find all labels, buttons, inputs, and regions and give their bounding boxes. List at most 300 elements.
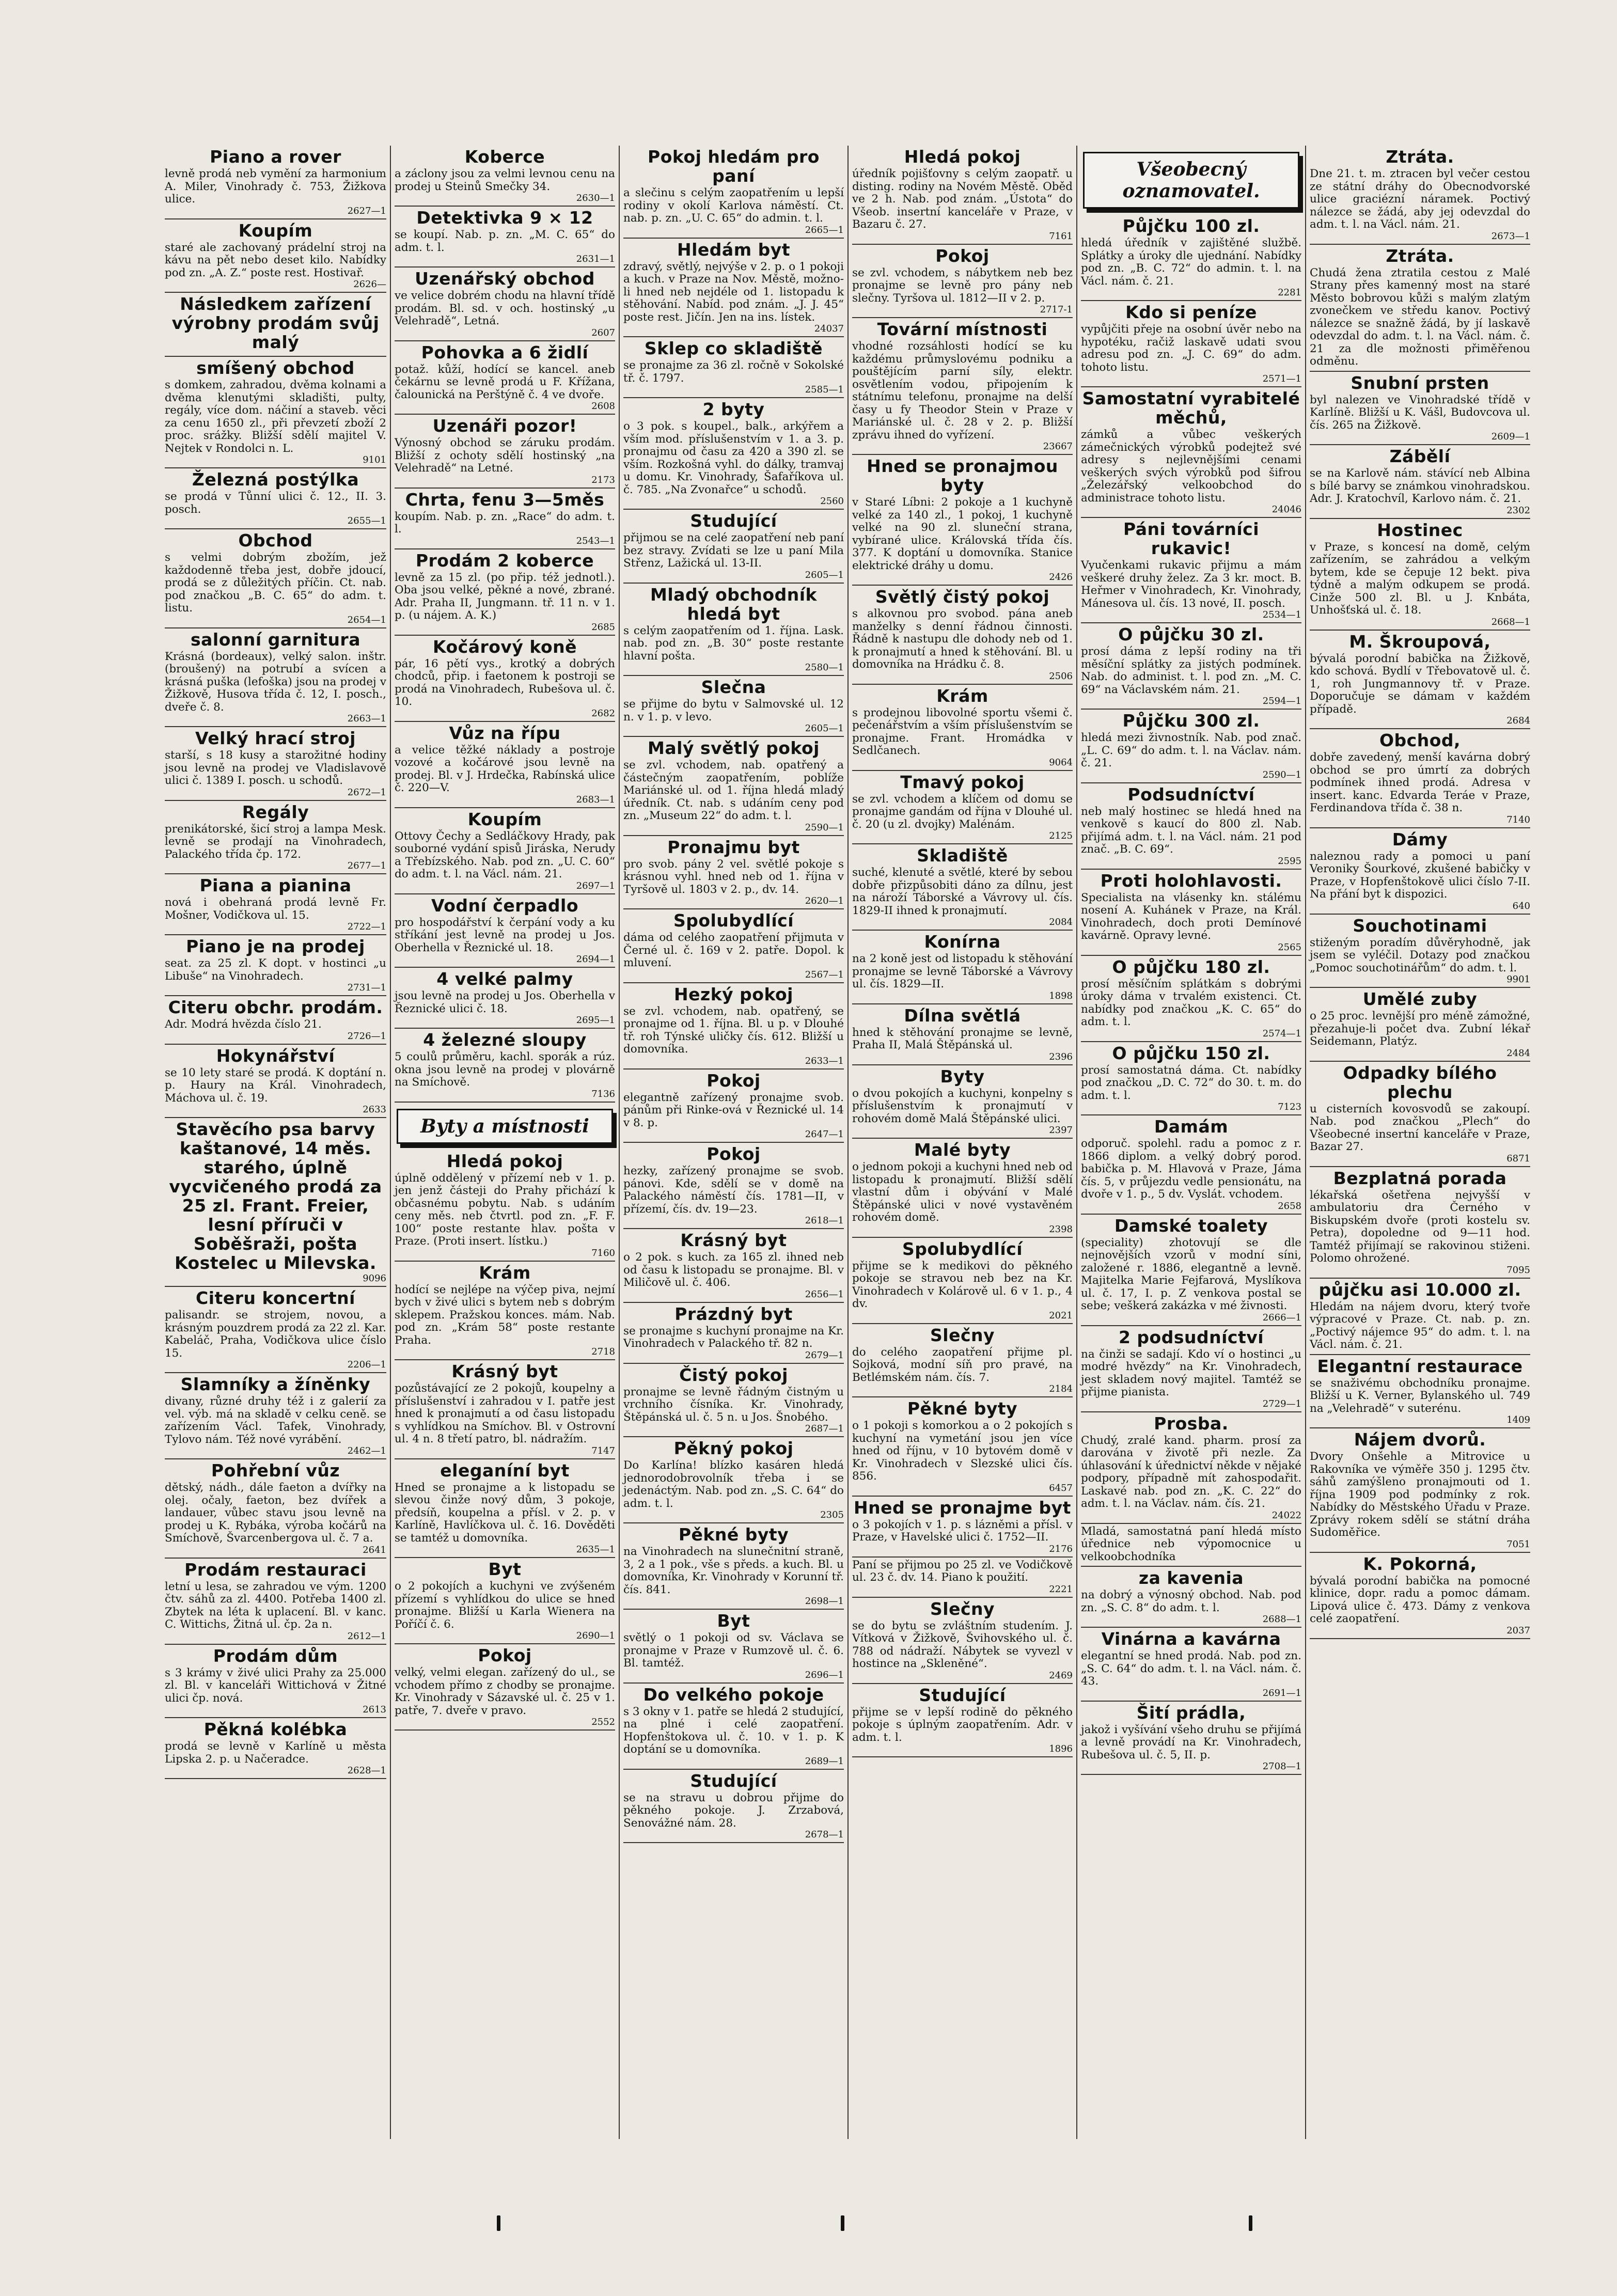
ad-number: 2543—1: [576, 535, 615, 546]
ad-heading: Mladý obchodník hledá byt: [650, 584, 817, 624]
ad-heading: Kdo si peníze: [1125, 302, 1257, 322]
ad-heading: Obchod,: [1379, 730, 1461, 750]
edge-mark: [1249, 2215, 1252, 2231]
ad-body: s celým zaopatřením od 1. října. Lask. nab. pod zn. „B. 30“ poste restante hlavní pošta.: [623, 624, 844, 663]
ad-body: prosí dáma z lepší rodiny na tři měsíční splátky za jistých podmínek. Nab. do administ. t. l. pod zn. „M. C. 69“ na Václavském nám. 21.: [1081, 645, 1301, 696]
classified-ad: [395, 968, 615, 1029]
ad-heading: Malé byty: [914, 1140, 1011, 1160]
column-3: [619, 146, 847, 2139]
ad-heading: za kavenia: [1138, 1568, 1244, 1588]
ad-heading: Dámy: [1392, 829, 1448, 850]
ad-heading: 2 byty: [702, 399, 765, 419]
classified-ad: [623, 1610, 844, 1684]
classified-ad: [623, 1523, 844, 1610]
ad-body: Krásná (bordeaux), velký salon. inštr. (broušený) na potrubí a svícen a krásná puška (lefoška) jsou na prodej v Žižkově, Husova třída č. 12, I. posch., dveře č. 8.: [165, 650, 386, 714]
ad-body: bývalá porodní babička na pomocné klinice, dopr. radu a pomoc dámam. Lipová ulice č. 473. Dámy z venkova celé zaopatření.: [1310, 1574, 1530, 1625]
ad-body: pro hospodářství k čerpání vody a ku stříkání jest levně na prodej u Jos. Oberhella v Řeznické ul. 18.: [395, 916, 615, 954]
classified-ad: [395, 1360, 615, 1459]
ad-body: se zvl. vchodem, nab. opatřený a částečným zaopatřením, poblíže Mariánské ul. od 1. října hledá mladý úředník. Ct. nab. s udáním ceny pod zn. „Museum 22“ do adm. t. l.: [623, 759, 844, 822]
classified-ad: [852, 1598, 1073, 1684]
classified-ad: [395, 1644, 615, 1731]
ad-body: o 3 pokojích v 1. p. s lázněmi a přísl. v Praze, v Havelské ulici č. 1752—II.: [852, 1518, 1073, 1544]
ad-number: 9101: [363, 454, 386, 465]
ad-heading: O půjčku 180 zl.: [1112, 956, 1270, 977]
ad-number: 2396: [1049, 1051, 1073, 1062]
ad-body: Dne 21. t. m. ztracen byl večer cestou ze státní dráhy do Obecnodvorské ulice graciézní náramek. Poctivý nálezce se žádá, aby jej odevzdal do adm. t. l. na Václ. nám. 21.: [1310, 167, 1530, 231]
ad-heading: Bezplatná porada: [1333, 1168, 1507, 1188]
classified-ad: [852, 1324, 1073, 1398]
classified-ad: [1081, 956, 1301, 1042]
ad-heading: Studující: [690, 511, 777, 531]
ad-number: 2691—1: [1262, 1687, 1301, 1699]
ad-body: Chudý, zralé kand. pharm. prosí za darována v životě při nezle. Za úhlasování k úřednictví někde v nějaké podpory, případně mít zahospodařit. Laskavé nab. pod zn. „K. C. 22“ do adm. t. l. na Václav. nám. čís. 21.: [1081, 1434, 1301, 1510]
ad-number: 2574—1: [1262, 1028, 1301, 1039]
classified-ad: [852, 1558, 1073, 1598]
ad-number: 2708—1: [1262, 1761, 1301, 1772]
ad-body: starší, s 18 kusy a starožitné hodiny jsou levně na prodej ve Vladislavově ulici č. 1389 I. posch. u schodů.: [165, 749, 386, 787]
section-heading: [1083, 152, 1299, 209]
classified-ad: [852, 1497, 1073, 1558]
ad-number: 1898: [1049, 990, 1073, 1001]
ad-number: 2731—1: [347, 982, 386, 993]
ad-body: (speciality) zhotovují se dle nejnovějších vzorů v modní síni, založené r. 1886, elegantně a levně. Majitelka Marie Fejfarová, Myslíkova ul. č. 17, I. p. Z venkova postal se sebe; veškerá zakázka v mé živnosti.: [1081, 1236, 1301, 1312]
ad-heading: Pokoj: [707, 1144, 761, 1164]
ad-heading: Páni továrníci rukavic!: [1123, 519, 1260, 558]
ad-body: světlý o 1 pokoji od sv. Václava se pronajme v Praze v Rumzově ul. č. 6. Bl. tamtéž.: [623, 1631, 844, 1670]
ad-body: přijme se k medikovi do pěkného pokoje se stravou neb bez na Kr. Vinohradech v Kolárově ul. 6 v 1. p., 4 dv.: [852, 1259, 1073, 1310]
ad-body: se pronajme s kuchyní pronajme na Kr. Vinohradech v Palackého tř. 82 n.: [623, 1324, 844, 1350]
classified-ad: [165, 874, 386, 935]
ad-heading: Následkem zařízení výrobny prodám svůj malý: [171, 294, 380, 352]
ad-body: se do bytu se zvláštním studením. J. Vítková v Žižkově, Švihovského ul. č. 788 od nádraží. Nábytek se vyvezl v hostince na „Skleněné“.: [852, 1619, 1073, 1670]
ad-number: 2484: [1506, 1047, 1530, 1059]
ad-heading: Slečny: [930, 1598, 995, 1619]
ad-body: se 10 lety staré se prodá. K doptání n. p. Haury na Král. Vinohradech, Máchova ul. č. 19.: [165, 1066, 386, 1105]
ad-body: dobře zavedený, menší kavárna dobrý obchod se pro úmrtí za dobrých podmínek ihned prodá. Adresa v insert. kanc. Edvarda Teráe v Praze, Ferdinandova třída č. 38 n.: [1310, 751, 1530, 814]
classified-ad: [1310, 372, 1530, 446]
column-2: [390, 146, 619, 2139]
ad-body: seat. za 25 zl. K dopt. v hostinci „u Libuše“ na Vinohradech.: [165, 957, 386, 983]
ad-number: 7095: [1506, 1264, 1530, 1276]
ad-number: 24046: [1271, 504, 1301, 515]
ad-number: 2722—1: [347, 921, 386, 932]
ad-number: 2677—1: [347, 860, 386, 871]
classified-ad: [165, 727, 386, 801]
classified-ad: [1310, 519, 1530, 631]
ad-heading: Ztráta.: [1386, 245, 1454, 266]
ad-number: 2567—1: [805, 969, 844, 980]
classified-ad: [165, 801, 386, 875]
ad-body: hledá mezi živnostník. Nab. pod znač. „L. C. 69“ do adm. t. l. na Václav. nám. č. 21.: [1081, 731, 1301, 769]
ad-heading: Půjčku 100 zl.: [1122, 216, 1260, 236]
classified-ad: [1081, 1326, 1301, 1412]
classified-ad: [852, 318, 1073, 455]
classified-ad: [852, 1238, 1073, 1324]
ad-body: Mladá, samostatná paní hledá místo úřednice neb výpomocnice u velkoobchodníka: [1081, 1524, 1301, 1563]
ad-body: Specialista na vlásenky kn. stálému nosení A. Kuhánek v Praze, na Král. Vinohradech, doch proti Demínové kavárně. Opravy levné.: [1081, 891, 1301, 942]
classified-ad: [623, 1070, 844, 1143]
classified-ad: [395, 207, 615, 268]
ad-body: vhodné rozsáhlosti hodící se ku každému průmyslovému podniku a pouštějícím parní síly, elektr. osvětlením vodou, připojením k státnímu telefonu, pronajme na delší časy u fy Theodor Stein v Praze v Mariánské ul. č. 28 v 2. p. Bližší zprávu ihned do vyřízení.: [852, 340, 1073, 442]
ad-number: 2666—1: [1262, 1312, 1301, 1323]
classified-ad: [395, 722, 615, 808]
classified-ad: [1081, 1215, 1301, 1326]
ad-heading: Chrta, fenu 3—5měs: [405, 489, 605, 510]
classified-ad: [1310, 631, 1530, 730]
ad-body: do celého zaopatření přijme pl. Sojková, modní síň pro pravé, na Betlémském nám. čís. 7.: [852, 1345, 1073, 1384]
classified-ad: [1081, 387, 1301, 518]
ad-number: 2534—1: [1262, 609, 1301, 620]
ad-body: Vyučenkami rukavic přijmu a mám veškeré druhy želez. Za 3 kr. moct. B. Heřmer v Vinohradech, Kr. Vinohrady, Mánesova ul. čís. 13 nové, II. posch.: [1081, 559, 1301, 610]
ad-number: 7051: [1506, 1538, 1530, 1550]
ad-heading: Damské toalety: [1114, 1215, 1268, 1236]
ad-heading: Vinárna a kavárna: [1101, 1629, 1281, 1649]
classified-ad: [1081, 623, 1301, 710]
ad-number: 2673—1: [1491, 230, 1530, 242]
ad-heading: Sklep co skladiště: [644, 338, 823, 358]
ad-body: bývalá porodní babička na Žižkově, kdo schová. Bydlí v Třebovatově ul. č. 1, roh Jungmannovy tř. v Praze. Doporučuje se dámam v každém případě.: [1310, 652, 1530, 716]
ad-heading: Malý světlý pokoj: [648, 738, 820, 758]
ad-heading: Byt: [717, 1611, 750, 1631]
ad-heading: Krásný byt: [451, 1361, 558, 1381]
classified-ad: [852, 1004, 1073, 1065]
ad-number: 2302: [1506, 505, 1530, 516]
ad-body: na 2 koně jest od listopadu k stěhování pronajme se levně Táborské a Vávrovy ul. čís. 1829—II.: [852, 952, 1073, 990]
classified-ad: [1081, 1042, 1301, 1116]
classified-ad: [852, 586, 1073, 685]
ad-number: 2590—1: [805, 822, 844, 833]
classified-ad: [623, 1770, 844, 1844]
ad-number: 2176: [1049, 1543, 1073, 1554]
ad-number: 2560: [820, 496, 844, 507]
ad-body: hezky, zařízený pronajme se svob. pánovi. Kde, sdělí se v domě na Palackého náměstí čís. 1781—II, v přízemí, čís. dv. 19—23.: [623, 1165, 844, 1216]
ad-heading: Prodám dům: [213, 1645, 338, 1666]
ad-heading: Obchod: [238, 530, 313, 551]
ad-heading: Piano a rover: [210, 147, 341, 167]
ad-heading: 4 velké palmy: [436, 969, 573, 989]
classified-ad: [1310, 146, 1530, 245]
classified-ad: [1310, 1428, 1530, 1553]
ad-number: 7140: [1506, 814, 1530, 825]
ad-heading: Krám: [936, 685, 988, 706]
classified-ad: [852, 1065, 1073, 1139]
ad-heading: Pronajmu byt: [667, 837, 800, 857]
ad-heading: Hostinec: [1377, 520, 1463, 540]
ad-body: nová i obehraná prodá levně Fr. Mošner, Vodičkova ul. 15.: [165, 896, 386, 922]
ad-body: hodící se nejlépe na výčep piva, nejmí bych v živé ulici s bytem neb s dobrým sklepem. Pražskou konces. mám. Nab. pod zn. „Krám 58“ poste restante Praha.: [395, 1283, 615, 1347]
ad-number: 2607: [591, 327, 615, 338]
ad-number: 2608: [591, 401, 615, 412]
classified-ad: [1310, 1355, 1530, 1429]
ad-heading: 4 železné sloupy: [423, 1030, 587, 1050]
classified-ad: [165, 529, 386, 628]
ad-body: pozůstávající ze 2 pokojů, koupelny a příslušenství i zahradou v I. patře jest hned k pronajmutí a od času listopadu s vyhlídkou na Smíchov. Bl. v Ostrovní ul. 4 n. 8 třetí patro, bl. nádražím.: [395, 1382, 615, 1445]
ad-body: vypůjčiti přeje na osobní úvěr nebo na hypotéku, račiž laskavě udati svou adresu pod zn. „J. C. 69“ do adm. tohoto listu.: [1081, 323, 1301, 374]
ad-heading: Prodám restauraci: [184, 1559, 367, 1580]
ad-heading: Hned se pronajmou byty: [867, 456, 1058, 495]
ad-heading: Pokoj: [478, 1645, 532, 1665]
classified-ad: [165, 1459, 386, 1559]
ad-body: o jednom pokoji a kuchyni hned neb od listopadu k pronajmutí. Bližší sdělí vlastní dům i obývání v Malé Štěpánské ulici v nové vystavěném rohovém domě.: [852, 1160, 1073, 1224]
classified-ad: [623, 676, 844, 737]
classified-ad: [623, 737, 844, 836]
classified-ad: [395, 1262, 615, 1361]
ad-number: 2612—1: [347, 1630, 386, 1642]
ad-number: 2571—1: [1262, 373, 1301, 384]
ad-number: 2668—1: [1491, 616, 1530, 627]
ad-heading: Půjčku 300 zl.: [1122, 711, 1260, 731]
ad-heading: Železná postýlka: [192, 469, 359, 490]
ad-number: 2697—1: [576, 880, 615, 891]
ad-number: 6457: [1049, 1482, 1073, 1493]
ad-body: s 3 okny v 1. patře se hledá 2 studující, na plné i celé zaopatření. Hopfenštokova ul. č. 10. v 1. p. K doptání se u domovníka.: [623, 1705, 844, 1756]
ad-heading: Detektivka 9 × 12: [416, 208, 593, 228]
classified-ad: [852, 1139, 1073, 1238]
ad-number: 2641: [363, 1544, 386, 1555]
ad-number: 2462—1: [347, 1445, 386, 1456]
ad-heading: Podsudníctví: [1127, 784, 1255, 805]
ad-body: s prodejnou libovolné sportu všemi č. pečenářstvím a vším příslušenstvím se pronajme. Frant. Hromádka v Sedlčanech.: [852, 706, 1073, 757]
classified-ad: [852, 245, 1073, 319]
ad-body: elegantně zařízený pronajme svob. pánům při Rinke-ová v Řeznické ul. 14 v 8. p.: [623, 1091, 844, 1129]
ad-heading: Proti holohlavosti.: [1100, 870, 1282, 891]
ad-number: 2663—1: [347, 713, 386, 724]
ad-number: 2305: [820, 1509, 844, 1520]
ad-body: elegantní se hned prodá. Nab. pod zn. „S. C. 64“ do adm. t. l. na Václ. nám. č. 43.: [1081, 1649, 1301, 1688]
ad-number: 2631—1: [576, 254, 615, 264]
ad-heading: Hned se pronajme byt: [854, 1497, 1071, 1518]
ad-heading: Pohovka a 6 židlí: [421, 342, 589, 363]
ad-number: 2398: [1049, 1223, 1073, 1235]
page-edge-marks: [0, 2215, 1617, 2246]
ad-heading: Tmavý pokoj: [900, 772, 1025, 792]
classified-ad: [1310, 1062, 1530, 1167]
edge-mark: [841, 2215, 844, 2231]
ad-body: prosí měsíčním splátkám s dobrými úroky dáma v trvalém existenci. Ct. nabídky pod značkou „K. C. 65“ do adm. t. l.: [1081, 977, 1301, 1028]
classified-ad: [852, 771, 1073, 845]
ad-heading: Hledá pokoj: [904, 147, 1021, 167]
ad-heading: Uzenáři pozor!: [432, 416, 577, 436]
ad-body: na dobrý a výnosný obchod. Nab. pod zn. „S. C. 8“ do adm. t. l.: [1081, 1589, 1301, 1614]
ad-number: 2726—1: [347, 1030, 386, 1042]
classified-ad: [1310, 915, 1530, 988]
classified-ad: [395, 1558, 615, 1644]
ad-body: pronajme se levně řádným čistným u vrchního čísníka. Kr. Vinohrady, Štěpánská ul. č. 5 n. u Jos. Šnobého.: [623, 1385, 844, 1424]
ad-heading: Snubní prsten: [1351, 372, 1489, 393]
ad-number: 6871: [1506, 1153, 1530, 1164]
ad-number: 2397: [1049, 1125, 1073, 1136]
ad-body: Hledám na nájem dvoru, který tvoře výpracové v Praze. Ct. nab. p. zn. „Poctivý nájemce 95“ do adm. t. l. na Václ. nám. č. 21.: [1310, 1300, 1530, 1351]
ad-heading: Ztráta.: [1386, 147, 1454, 167]
ad-number: 2633: [363, 1104, 386, 1115]
ad-number: 2469: [1049, 1670, 1073, 1681]
ad-number: 2633—1: [805, 1055, 844, 1066]
classified-ad: [852, 146, 1073, 245]
ad-number: 2426: [1049, 572, 1073, 583]
ad-number: 2125: [1049, 830, 1073, 841]
ad-heading: 2 podsudníctví: [1118, 1327, 1264, 1347]
ad-number: 2687—1: [805, 1423, 844, 1434]
ad-number: 7147: [591, 1445, 615, 1456]
column-4: [847, 146, 1076, 2139]
classified-ad: [165, 468, 386, 529]
section-heading-text: Všeobecný oznamovatel.: [1122, 159, 1260, 202]
classified-ad: [1081, 1628, 1301, 1702]
ad-body: levně za 15 zl. (po přip. též jednotl.). Oba jsou velké, pěkné a nové, zbrané. Adr. Praha II, Jungmann. tř. 11 n. v 1. p. (u nájem. A. K.): [395, 571, 615, 622]
classified-ad: [165, 1045, 386, 1119]
classified-ad: [165, 1373, 386, 1459]
ad-body: jsou levně na prodej u Jos. Oberhella v Řeznické ulici č. 18.: [395, 989, 615, 1015]
classified-ad: [395, 268, 615, 341]
ad-number: 2682: [591, 707, 615, 719]
ad-heading: Studující: [919, 1685, 1006, 1705]
ad-heading: Citeru koncertní: [196, 1288, 355, 1308]
classified-ad: [165, 628, 386, 728]
classified-ad: [1310, 445, 1530, 519]
ad-number: 2594—1: [1262, 696, 1301, 706]
classified-ad: [165, 146, 386, 219]
ad-body: o 25 proc. levnější pro méně zámožné, přezahuje-li počet dva. Zubní lékař Seidemann, Platýz.: [1310, 1010, 1530, 1048]
ad-heading: Prodám 2 koberce: [415, 550, 594, 571]
classified-ad: [1310, 1279, 1530, 1355]
ad-heading: K. Pokorná,: [1363, 1553, 1477, 1574]
ad-body: odporuč. spolehl. radu a pomoc z r. 1866 diplom. a velký dobrý porod. babička p. M. Hlavová v Praze, Jáma čís. 5, v průjezdu vedle pensionátu, na dvoře v 1. p., 5 dv. Vyslát. vchodem.: [1081, 1137, 1301, 1201]
ad-number: 24037: [814, 323, 844, 334]
classified-ad: [1310, 828, 1530, 915]
ad-number: 640: [1512, 900, 1530, 911]
ad-heading: Pěkné byty: [678, 1524, 789, 1545]
ad-body: velký, velmi elegan. zařízený do ul., se vchodem přímo z chodby se pronajme. Kr. Vinohrady v Sázavské ul. č. 25 v 1. patře, 7. dveře v pravo.: [395, 1666, 615, 1717]
ad-body: levně prodá neb vymění za harmonium A. Miler, Vinohrady č. 753, Žižkova ulice.: [165, 167, 386, 206]
ad-number: 2683—1: [576, 794, 615, 805]
ad-number: 2628—1: [347, 1765, 386, 1776]
ad-number: 2627—1: [347, 205, 386, 216]
ad-number: 2184: [1049, 1383, 1073, 1394]
ad-number: 9064: [1049, 757, 1073, 768]
ad-heading: O půjčku 30 zl.: [1118, 624, 1264, 644]
ad-number: 2580—1: [805, 662, 844, 673]
ad-body: u cisterních kovosvodů se zakoupí. Nab. pod značkou „Plech“ do Všeobecné insertní kanceláře v Praze, Bazar 27.: [1310, 1102, 1530, 1153]
classified-ad: [852, 931, 1073, 1004]
ad-number: 2655—1: [347, 515, 386, 526]
ad-heading: Koupím: [238, 220, 313, 241]
ad-number: 2613: [363, 1704, 386, 1715]
classified-ad: [395, 636, 615, 722]
ad-body: zámků a vůbec veškerých zámečnických výrobků podejtež své adresy s nejlevnějšími cenami veškerých svých výrobků pod šifrou „Železářský velkoobchod do administrace tohoto listu.: [1081, 428, 1301, 505]
ad-body: s alkovnou pro svobod. pána aneb manželky s denní řádnou činnosti. Řádně k nastupu dle dohody neb od 1. k pronajmutí a hned k stěhování. Bl. u domovníka na Hrádku č. 8.: [852, 607, 1073, 671]
classified-ad: [165, 357, 386, 468]
ad-heading: smíšený obchod: [196, 358, 355, 378]
classified-ad: [1310, 988, 1530, 1062]
ad-heading: eleganíní byt: [440, 1460, 570, 1481]
ad-body: Do Karlína! blízko kasáren hledá jednorodobrovolník třeba i se jedenáctým. Nab. pod zn. „S. C. 64“ do adm. t. l.: [623, 1459, 844, 1510]
ad-body: o dvou pokojích a kuchyni, konpelny s příslušenstvím k pronajmutí v rohovém domě Malá Štěpánské ulici.: [852, 1087, 1073, 1125]
ad-number: 2694—1: [576, 954, 615, 965]
ad-number: 2620—1: [805, 895, 844, 906]
ad-heading: Hezký pokoj: [674, 984, 793, 1004]
ad-heading: Piana a pianina: [199, 875, 352, 895]
ad-number: 2654—1: [347, 614, 386, 625]
ad-body: jakož i vyšívání všeho druhu se přijímá a levně provádí na Kr. Vinohradech, Rubešova ul. č. 5, II. p.: [1081, 1723, 1301, 1762]
classified-ad: [852, 844, 1073, 931]
classified-ad: [165, 1287, 386, 1373]
ad-body: se na stravu u dobrou přijme do pěkného pokoje. J. Zrzabová, Senovážné nám. 28.: [623, 1791, 844, 1830]
ad-body: v Praze, s koncesí na domě, celým zařízením, se zahrádou a velkým bytem, kde se čepuje 12 bekt. piva týdně a malým odkupem se prodá. Cinže 500 zl. Bl. u J. Knbáta, Unhošťská ul. č. 18.: [1310, 540, 1530, 617]
ad-heading: Kočárový koně: [432, 636, 577, 657]
classified-ad: [623, 1303, 844, 1364]
ad-heading: Krám: [479, 1262, 531, 1283]
ad-heading: Konírna: [924, 932, 1001, 952]
ad-number: 2695—1: [576, 1015, 615, 1026]
classified-ad: [1081, 710, 1301, 783]
ad-body: Dvory Onšehle a Mitrovice u Rakovníka ve výměře 350 j. 1295 čtv. sáhů zamýšleno pronajmouti od 1. října 1909 pod podmínky z rok. Nabídky do Městského Úřadu v Praze. Zprávy rokem sdělí se státní dráha Sudoměřice.: [1310, 1450, 1530, 1539]
ad-heading: Odpadky bílého plechu: [1343, 1062, 1497, 1102]
ad-number: 2605—1: [805, 569, 844, 580]
ad-body: se zvl. vchodem a klíčem od domu se pronajme gandám od října v Dlouhé ul. č. 20 (u zl. dvojky) Malénám.: [852, 792, 1073, 831]
classified-ad: [1081, 518, 1301, 623]
classified-ad: [623, 239, 844, 338]
classified-ad: [1310, 245, 1530, 372]
classified-ad: [165, 293, 386, 357]
ad-body: se pronajme za 36 zl. ročně v Sokolské tř. č. 1797.: [623, 359, 844, 385]
classified-ad: [1081, 1702, 1301, 1775]
ad-number: 2635—1: [576, 1544, 615, 1555]
ad-heading: půjčku asi 10.000 zl.: [1318, 1279, 1521, 1300]
ad-number: 2717-1: [1040, 304, 1073, 315]
ad-heading: Stavěcího psa barvy kaštanové, 14 měs. starého, úplně vycvičeného prodá za 25 zl. Frant. Freier, lesní příruči v Soběšraži, pošta Kostelec u Milevska.: [169, 1119, 382, 1273]
ad-heading: Samostatní vyrabitelé měchů,: [1082, 388, 1300, 428]
ad-heading: Damám: [1154, 1116, 1229, 1137]
ad-number: 2506: [1049, 670, 1073, 682]
ad-heading: Velký hrací stroj: [195, 728, 356, 748]
ad-body: Paní se přijmou po 25 zl. ve Vodičkově ul. 23 č. dv. 14. Piano k použití.: [852, 1558, 1073, 1584]
classified-ad: [623, 836, 844, 910]
ad-number: 2173: [591, 474, 615, 485]
ad-number: 2684: [1506, 715, 1530, 726]
ad-number: 2609—1: [1491, 431, 1530, 442]
ad-heading: Piano je na prodej: [186, 936, 365, 956]
ad-number: 2685: [591, 621, 615, 633]
ad-body: přijmou se na celé zaopatření neb paní bez stravy. Zvídati se lze u paní Mila Střenz, Lažická ul. 13-II.: [623, 531, 844, 570]
ad-heading: Pokoj hledám pro paní: [648, 147, 820, 186]
ad-body: staré ale zachovaný prádelní stroj na kávu na pět nebo deset kilo. Nabídky pod zn. „A. Z.“ poste rest. Hostivař.: [165, 241, 386, 279]
edge-mark: [497, 2215, 500, 2231]
ad-body: a velice těžké náklady a postroje vozové a kočárové jsou levně na prodej. Bl. v J. Hrdečka, Rabínská ulice č. 220—V.: [395, 743, 615, 794]
ad-heading: Skladiště: [917, 845, 1008, 866]
classified-ad: [1081, 1115, 1301, 1215]
section-heading-text: Byty a místnosti: [420, 1115, 589, 1137]
ad-body: koupím. Nab. p. zn. „Race“ do adm. t. l.: [395, 510, 615, 536]
ad-body: suché, klenuté a světlé, které by sebou dobře přizpůsobiti dáno za dílnu, jest na nároží Táborské a Vávrovy ul. čís. 1829-II ihned k pronajmutí.: [852, 866, 1073, 917]
ad-number: 2672—1: [347, 787, 386, 798]
ad-number: 2618—1: [805, 1215, 844, 1226]
classified-ad: [395, 146, 615, 207]
ad-number: 2678—1: [805, 1829, 844, 1840]
classified-ad: [165, 1118, 386, 1287]
classified-ad: [395, 341, 615, 415]
ad-number: 1409: [1506, 1414, 1530, 1425]
ad-heading: Nájem dvorů.: [1354, 1429, 1486, 1450]
ad-heading: Čistý pokoj: [679, 1364, 788, 1385]
ad-heading: Pohřební vůz: [211, 1460, 340, 1481]
ad-body: v Staré Líbni: 2 pokoje a 1 kuchyně velké za 140 zl., 1 pokoj, 1 kuchyně velké na 90 zl. sluneční strana, vybírané ulice. Královská třída čís. 377. K doptání u domovníka. Stanice elektrické dráhy u domu.: [852, 496, 1073, 572]
ad-body: se zvl. vchodem, s nábytkem neb bez pronajme se levně pro pány neb slečny. Tyršova ul. 1812—II v 2. p.: [852, 266, 1073, 305]
classified-ad: [623, 1364, 844, 1438]
ad-heading: Zábělí: [1389, 446, 1451, 466]
classified-ad: [623, 510, 844, 584]
ad-heading: Umělé zuby: [1362, 989, 1478, 1009]
ad-heading: O půjčku 150 zl.: [1112, 1043, 1270, 1063]
